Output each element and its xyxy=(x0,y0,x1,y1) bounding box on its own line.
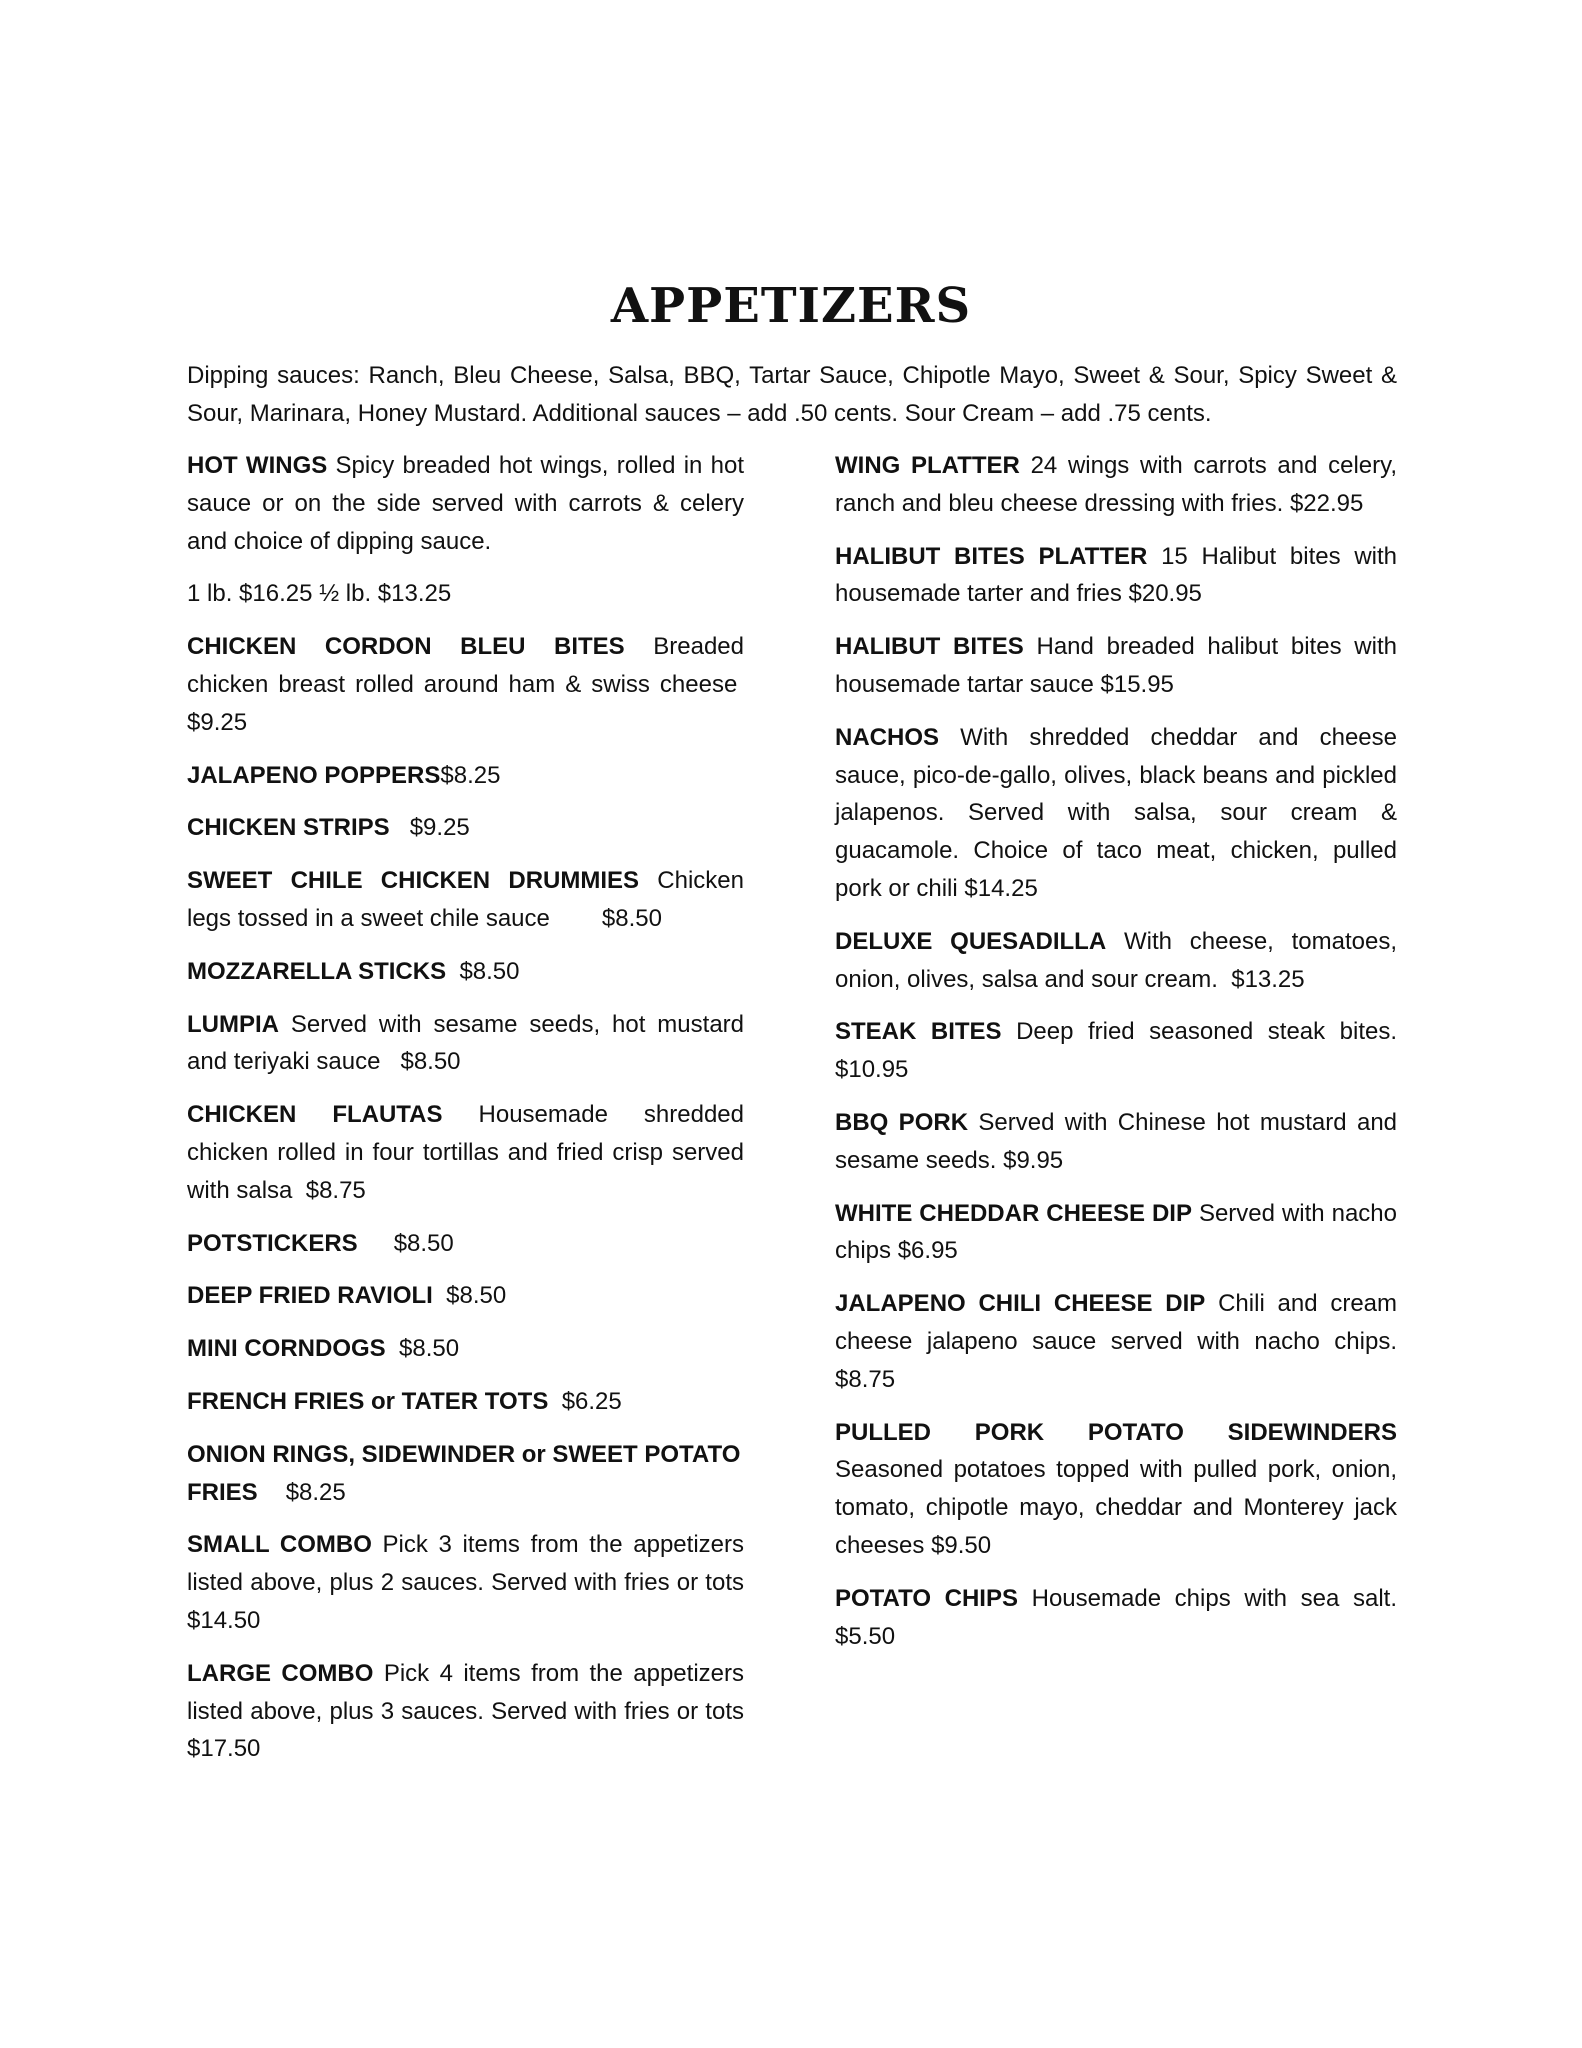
menu-item-name: DELUXE QUESADILLA xyxy=(835,927,1107,955)
menu-item-price: $22.95 xyxy=(1289,489,1364,517)
menu-item-name: STEAK BITES xyxy=(835,1018,1002,1046)
menu-item xyxy=(187,1383,744,1421)
menu-item-description: Housemade shredded chicken rolled in four tortillas and fried crisp served with salsa xyxy=(187,1101,745,1204)
menu-item xyxy=(835,1013,1397,1089)
menu-item-name: CHICKEN CORDON BLEU BITES xyxy=(187,633,625,661)
menu-item xyxy=(835,1580,1397,1656)
menu-item-description: Deep fried seasoned steak bites. xyxy=(1016,1018,1398,1046)
menu-item xyxy=(835,719,1397,908)
menu-item-price: $8.75 xyxy=(835,1365,896,1393)
menu-item xyxy=(187,1330,744,1368)
menu-item-name: HALIBUT BITES PLATTER xyxy=(835,542,1148,570)
menu-item-name: CHICKEN FLAUTAS xyxy=(187,1101,443,1129)
menu-item xyxy=(187,1277,744,1315)
menu-item-price: $15.95 xyxy=(1100,670,1174,698)
right-menu-column xyxy=(835,447,1397,1670)
page-title: APPETIZERS xyxy=(610,278,972,334)
menu-item-description: Chicken legs tossed in a sweet chile sauce xyxy=(187,867,744,932)
menu-item-name: ONION RINGS, SIDEWINDER or SWEET POTATO FRIES xyxy=(187,1440,741,1506)
menu-item-price: $9.25 xyxy=(409,814,470,842)
menu-item-description: 1 lb. $16.25 ½ lb. $13.25 xyxy=(187,580,452,608)
menu-item-price: $8.50 xyxy=(399,1335,460,1363)
menu-item-name: PULLED PORK POTATO SIDEWINDERS xyxy=(835,1418,1397,1446)
menu-item-price: $5.50 xyxy=(835,1622,896,1650)
menu-item-name: NACHOS xyxy=(835,723,940,751)
menu-item-price: $8.50 xyxy=(400,1048,461,1076)
menu-item-description: Spicy breaded hot wings, rolled in hot sauce or on the side served with carrots & celery and choice of dipping sauce. xyxy=(187,452,745,555)
menu-item xyxy=(187,1006,744,1082)
menu-item xyxy=(187,1225,744,1263)
menu-item-price: $13.25 xyxy=(1231,965,1305,993)
menu-item-description: With cheese, tomatoes, onion, olives, salsa and sour cream. xyxy=(835,927,1398,993)
menu-item-name: JALAPENO CHILI CHEESE DIP xyxy=(835,1290,1206,1318)
menu-item-description: Housemade chips with sea salt. xyxy=(1031,1584,1397,1612)
menu-item xyxy=(187,447,744,560)
dipping-sauces-note: Dipping sauces: Ranch, Bleu Cheese, Salsa, BBQ, Tartar Sauce, Chipotle Mayo, Sweet & Sour, Spicy Sweet & Sour, Marinara, Honey Mustard. Additional sauces – add .50 cents. Sour Cream – add .75 cents. xyxy=(187,362,1397,427)
menu-item-name: FRENCH FRIES or TATER TOTS xyxy=(187,1387,549,1415)
menu-item xyxy=(187,757,744,795)
menu-item-price: $9.95 xyxy=(1003,1146,1064,1174)
menu-item-price: $8.25 xyxy=(440,761,501,789)
menu-item-name: LARGE COMBO xyxy=(187,1659,374,1687)
menu-item xyxy=(187,1655,744,1768)
menu-item-description: Breaded chicken breast rolled around ham & swiss cheese xyxy=(187,633,744,698)
menu-item-price: $8.50 xyxy=(446,1282,507,1310)
menu-item xyxy=(835,923,1397,999)
menu-item-description: Served with nacho chips xyxy=(835,1199,1398,1265)
menu-item-description: 15 Halibut bites with housemade tarter and fries xyxy=(835,542,1398,608)
menu-item xyxy=(187,628,744,741)
menu-item xyxy=(187,1096,744,1209)
menu-item-name: SMALL COMBO xyxy=(187,1531,372,1559)
menu-item xyxy=(187,809,744,847)
menu-item-name: HALIBUT BITES xyxy=(835,633,1024,661)
menu-item-price-options xyxy=(187,575,744,613)
menu-item xyxy=(835,628,1397,704)
menu-item-description: Served with Chinese hot mustard and sesame seeds. xyxy=(835,1108,1398,1174)
menu-item-price: $6.25 xyxy=(561,1387,622,1415)
menu-item-price: $8.50 xyxy=(393,1229,454,1257)
menu-item-name: LUMPIA xyxy=(187,1010,279,1038)
menu-item xyxy=(187,862,744,938)
menu-item-name: HOT WINGS xyxy=(187,452,328,479)
menu-item xyxy=(835,1414,1397,1565)
menu-item-price: $17.50 xyxy=(187,1735,261,1763)
menu-item-price: $9.50 xyxy=(931,1531,992,1559)
menu-item xyxy=(835,1285,1397,1398)
menu-item xyxy=(835,1104,1397,1180)
menu-item-name: MOZZARELLA STICKS xyxy=(187,957,447,985)
menu-item-name: CHICKEN STRIPS xyxy=(187,814,390,842)
menu-item-description: Chili and cream cheese jalapeno sauce served with nacho chips. xyxy=(835,1290,1398,1355)
menu-item-name: POTATO CHIPS xyxy=(835,1584,1018,1612)
menu-item xyxy=(835,1195,1397,1271)
menu-item-price: $9.25 xyxy=(187,708,248,736)
menu-item-description: Served with sesame seeds, hot mustard and teriyaki sauce xyxy=(187,1010,744,1076)
menu-item-price: $10.95 xyxy=(835,1056,909,1084)
menu-item-description: 24 wings with carrots and celery, ranch and bleu cheese dressing with fries. xyxy=(835,452,1398,517)
menu-item xyxy=(835,538,1397,614)
menu-item-description: Seasoned potatoes topped with pulled pork, onion, tomato, chipotle mayo, cheddar and Monterey jack cheeses xyxy=(835,1456,1397,1559)
menu-item-price: $8.25 xyxy=(285,1478,346,1506)
menu-item-price: $14.50 xyxy=(187,1606,261,1634)
menu-item-name: JALAPENO POPPERS xyxy=(187,761,441,789)
menu-item-price: $8.50 xyxy=(601,904,662,932)
menu-item-description: Hand breaded halibut bites with housemade tartar sauce xyxy=(835,633,1397,698)
menu-item-description: Pick 4 items from the appetizers listed above, plus 3 sauces. Served with fries or tots xyxy=(187,1659,744,1725)
menu-item-price: $6.95 xyxy=(897,1237,958,1265)
menu-item xyxy=(187,1436,744,1512)
menu-item-name: DEEP FRIED RAVIOLI xyxy=(187,1282,433,1310)
menu-item-price: $8.75 xyxy=(305,1176,366,1204)
left-menu-column xyxy=(187,447,744,1783)
menu-item xyxy=(187,1526,744,1639)
menu-item-name: WHITE CHEDDAR CHEESE DIP xyxy=(835,1199,1192,1227)
menu-item-description: With shredded cheddar and cheese sauce, pico-de-gallo, olives, black beans and pickled jalapenos. Served with salsa, sour cream & guacamole. Choice of taco meat, chicken, pulled pork or chili xyxy=(835,723,1397,902)
menu-item-price: $20.95 xyxy=(1128,580,1202,608)
menu-item-price: $8.50 xyxy=(459,957,520,985)
menu-item-name: SWEET CHILE CHICKEN DRUMMIES xyxy=(187,867,640,895)
menu-item-name: POTSTICKERS xyxy=(187,1229,358,1257)
menu-item-name: BBQ PORK xyxy=(835,1108,969,1136)
menu-item-price: $14.25 xyxy=(964,874,1038,902)
menu-item-description: Pick 3 items from the appetizers listed above, plus 2 sauces. Served with fries or tots xyxy=(187,1531,744,1597)
menu-item xyxy=(187,953,744,991)
menu-item-name: WING PLATTER xyxy=(835,452,1020,479)
menu-item xyxy=(835,447,1397,523)
menu-item-name: MINI CORNDOGS xyxy=(187,1335,386,1363)
